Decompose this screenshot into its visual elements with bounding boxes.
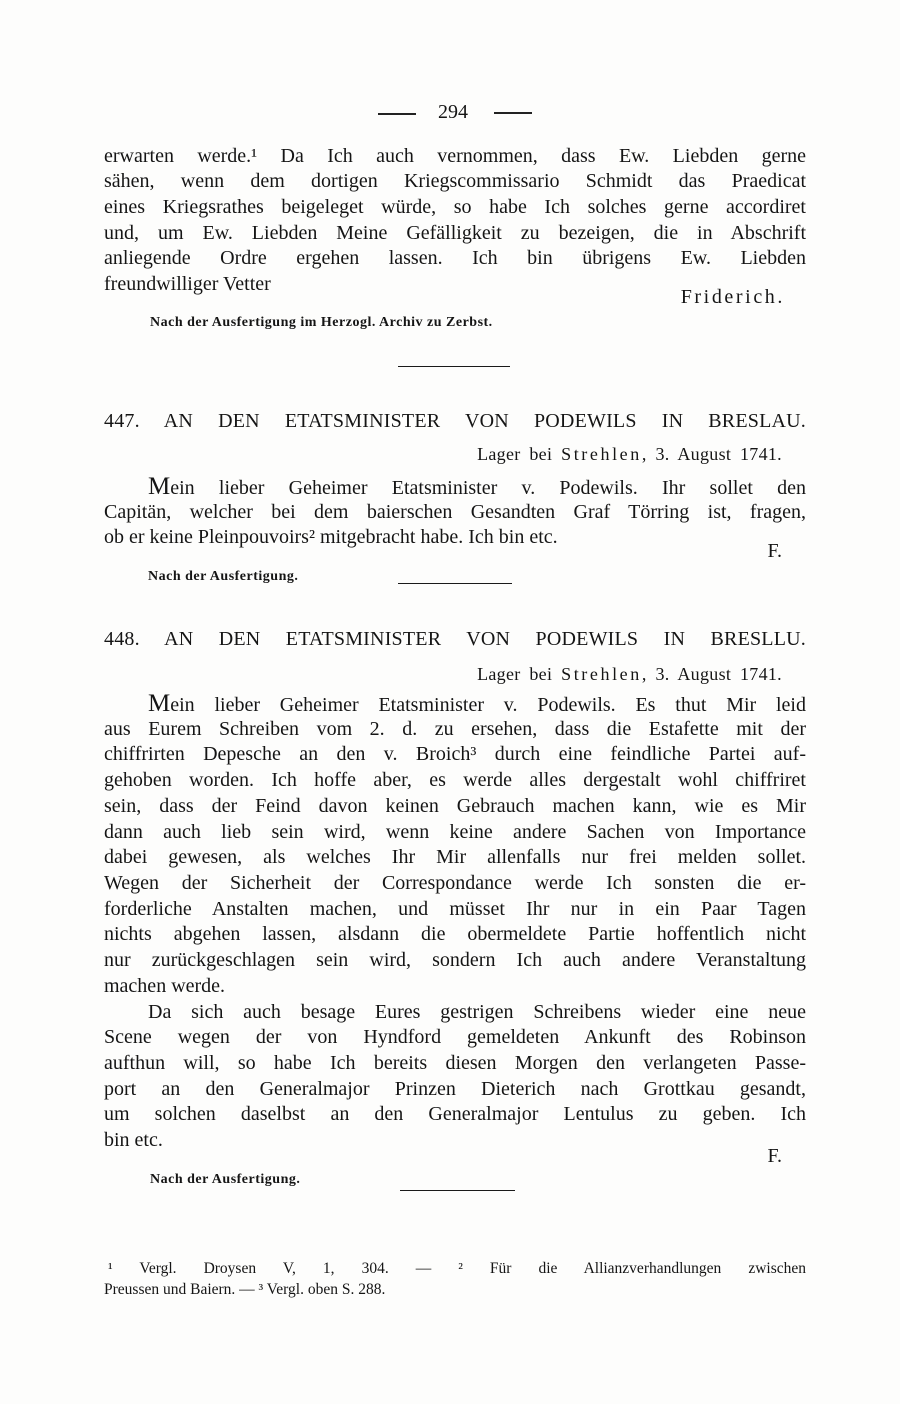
signature: Friderich. [680, 286, 785, 308]
text-line: forderliche Anstalten machen, und müsset Ihr nur in ein Paar Tagen [104, 897, 806, 920]
dateline-place: Strehlen [561, 444, 642, 464]
dateline-prefix: Lager bei [477, 444, 553, 464]
text-line: anliegende Ordre ergehen lassen. Ich bin übrigens Ew. Liebden [104, 247, 806, 270]
text-line: aus Eurem Schreiben vom 2. d. zu ersehen, dass die Estafette mit der [104, 717, 806, 740]
footnotes [104, 1258, 806, 1300]
text-line: Wegen der Sicherheit der Correspondance werde Ich sonsten die er- [104, 872, 806, 895]
page-number: 294 [438, 101, 468, 123]
text-line: Scene wegen der von Hyndford gemeldeten Ankunft des Robinson [104, 1026, 806, 1049]
dateline [477, 442, 782, 466]
dateline-place: Strehlen [561, 664, 642, 684]
text-line: nichts abgehen lassen, alsdann die obermeldete Partie hoffentlich nicht [104, 923, 806, 946]
text-line: Da sich auch besage Eures gestrigen Schreibens wieder eine neue [148, 1000, 806, 1023]
dateline-prefix: Lager bei [477, 664, 553, 684]
signature: F. [767, 1145, 782, 1167]
footnote-line: Preussen und Baiern. — ³ Vergl. oben S. 288. [104, 1281, 386, 1298]
document-heading [104, 626, 806, 652]
source-note: Nach der Ausfertigung im Herzogl. Archiv zu Zerbst. [150, 315, 493, 330]
signature: F. [767, 540, 782, 562]
document-number: 448. [104, 627, 140, 650]
text-line: um solchen daselbst an den Generalmajor Lentulus zu geben. Ich [104, 1103, 806, 1126]
document-heading [104, 408, 806, 434]
letter-paragraph [104, 691, 806, 1000]
text-line: erwarten werde.¹ Da Ich auch vernommen, dass Ew. Liebden gerne [104, 144, 806, 167]
dateline-date: , 3. August 1741. [641, 444, 782, 464]
text-line: und, um Ew. Liebden Meine Gefälligkeit zu bezeigen, die in Abschrift [104, 221, 806, 244]
document-title: AN DEN ETATSMINISTER VON PODEWILS IN BRESLAU. [163, 409, 806, 432]
section-rule [398, 583, 512, 584]
text-line: freundwilliger Vetter [104, 273, 271, 296]
source-note: Nach der Ausfertigung. [150, 1172, 301, 1187]
text-line: ob er keine Pleinpouvoirs² mitgebracht habe. Ich bin etc. [104, 526, 558, 549]
section-rule [400, 1190, 515, 1191]
letter-paragraph [104, 474, 806, 551]
section-rule [398, 366, 510, 367]
footnote-line: ¹ Vergl. Droysen V, 1, 304. — ² Für die Allianzverhandlungen zwischen [108, 1260, 806, 1277]
text-line: gehoben worden. Ich hoffe aber, es werde alles dergestalt wohl chiffriret [104, 769, 806, 792]
text-line: Mein lieber Geheimer Etatsminister v. Podewils. Ihr sollet den [148, 473, 806, 500]
text-line: Capitän, welcher bei dem baierschen Gesandten Graf Törring ist, fragen, [104, 500, 806, 523]
text-line: dabei gewesen, als welches Ihr Mir allenfalls nur frei melden sollet. [104, 846, 806, 869]
text-line: chiffrirten Depesche an den v. Broich³ durch eine feindliche Partei auf- [104, 743, 806, 766]
text-line: eines Kriegsrathes beigeleget würde, so habe Ich solches gerne accordiret [104, 195, 806, 218]
text-line: sähen, wenn dem dortigen Kriegscommissario Schmidt das Praedicat [104, 170, 806, 193]
text-line: bin etc. [104, 1129, 163, 1152]
dateline-date: , 3. August 1741. [641, 664, 782, 684]
source-note: Nach der Ausfertigung. [148, 569, 299, 584]
document-title: AN DEN ETATSMINISTER VON PODEWILS IN BRESLLU. [164, 627, 806, 650]
document-number: 447. [104, 409, 140, 432]
text-line: Mein lieber Geheimer Etatsminister v. Podewils. Es thut Mir leid [148, 690, 806, 717]
text-line: port an den Generalmajor Prinzen Dieterich nach Grottkau gesandt, [104, 1077, 806, 1100]
continuation-paragraph [104, 144, 806, 298]
text-line: sein, dass der Feind davon keinen Gebrauch machen kann, wie es Mir [104, 794, 806, 817]
text-line: aufthun will, so habe Ich bereits diesen Morgen den verlangeten Passe- [104, 1051, 806, 1074]
text-line: nur zurückgeschlagen sein wird, sondern Ich auch andere Veranstaltung [104, 949, 806, 972]
text-line: dann auch lieb sein wird, wenn keine andere Sachen von Importance [104, 820, 806, 843]
dateline [477, 662, 782, 686]
letter-paragraph [104, 1000, 806, 1154]
header-dash-right [494, 112, 532, 114]
text-line: machen werde. [104, 974, 226, 997]
